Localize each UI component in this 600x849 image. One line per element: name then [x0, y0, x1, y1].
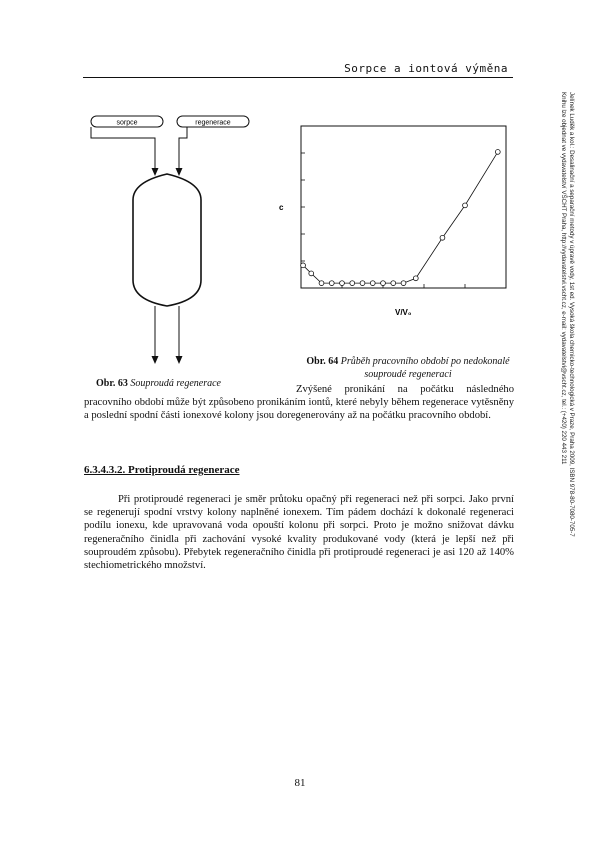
paragraph-2: Při protiproudé regeneraci je směr průtoku opačný při regeneraci než při sorpci. Jako první se regenerují spodní vrstvy kolony naplněné ionexem. Tím pádem dochází k dokonalé regeneraci podílu ionexu, kde upravovaná voda opouští kolonu při sorpci. Proto je možno snižovat dávku regeneračního činidla při zachování vysoké kvality produkované vody (která je lepší než při souproudém způsobu). Přebytek regeneračního činidla při protiproudé regeneraci je asi 120 až 140% stechiometrického množství.	[84, 494, 514, 572]
data-point	[495, 150, 500, 155]
sorpce-inlet-line	[91, 127, 155, 172]
side-note-line-1: Jelínek Luděk a kol.: Desalinační a separační metody v úpravě vody, 1st ed. Vysoká škola chemicko-technologická v Praze, Praha 2009, ISBN 978-80-7080-705-7	[568, 92, 575, 537]
figure-63-caption-label: Obr. 63	[96, 378, 128, 389]
figure-63-diagram	[85, 110, 255, 375]
header-rule	[83, 77, 513, 78]
y-axis-label: c	[279, 203, 284, 212]
running-header: Sorpce a iontová výměna	[344, 62, 508, 75]
page-number: 81	[294, 777, 306, 789]
data-point	[370, 281, 375, 286]
data-point	[301, 263, 306, 268]
data-point	[463, 203, 468, 208]
paragraph-1-first-line: Zvýšené pronikání na počátku následného	[296, 384, 514, 395]
outlet-arrow-left	[152, 356, 159, 364]
outlet-arrow-right	[176, 356, 183, 364]
series-points	[301, 150, 501, 286]
data-point	[401, 281, 406, 286]
paragraph-1-rest: pracovního období může být způsobeno pronikáním iontů, které nebyly během regenerace vytěsněny a poslední spodní části ionexové kolony jsou doregenerovány až na počátku pracovního období.	[84, 397, 514, 422]
plot-frame	[301, 126, 506, 288]
axis-ticks	[301, 153, 465, 288]
data-point	[440, 235, 445, 240]
side-note	[553, 92, 575, 572]
data-point	[319, 281, 324, 286]
inlet-arrow-right	[176, 168, 183, 176]
data-point	[413, 276, 418, 281]
data-point	[360, 281, 365, 286]
figure-64-chart	[265, 118, 515, 328]
figure-63-caption-text: Souproudá regenerace	[130, 378, 221, 389]
inlet-arrow-left	[152, 168, 159, 176]
section-heading: 6.3.4.3.2. Protiproudá regenerace	[84, 464, 240, 476]
figure-64-caption	[300, 355, 516, 381]
series-line	[303, 152, 498, 283]
x-axis-label: V/V₀	[395, 308, 412, 317]
data-point	[329, 281, 334, 286]
figure-64-caption-text: Průběh pracovního období po nedokonalé souproudé regeneraci	[340, 356, 510, 380]
figure-64-caption-label: Obr. 64	[306, 356, 339, 367]
paragraph-1	[84, 383, 514, 423]
sorpce-label: sorpce	[116, 119, 138, 127]
side-note-line-2: Knihu lze objednat ve vydavatelství VŠCHT Praha, http://vydavatelstvi.vscht.cz, e-mail: vydavatelstvi@vscht.cz, tel.: (+420) 220 443 211	[560, 92, 567, 465]
data-point	[350, 281, 355, 286]
column-vessel	[133, 174, 201, 306]
regenerace-inlet-line	[179, 127, 187, 172]
regenerace-label: regenerace	[195, 119, 231, 127]
data-point	[309, 271, 314, 276]
data-point	[381, 281, 386, 286]
data-point	[391, 281, 396, 286]
data-point	[340, 281, 345, 286]
